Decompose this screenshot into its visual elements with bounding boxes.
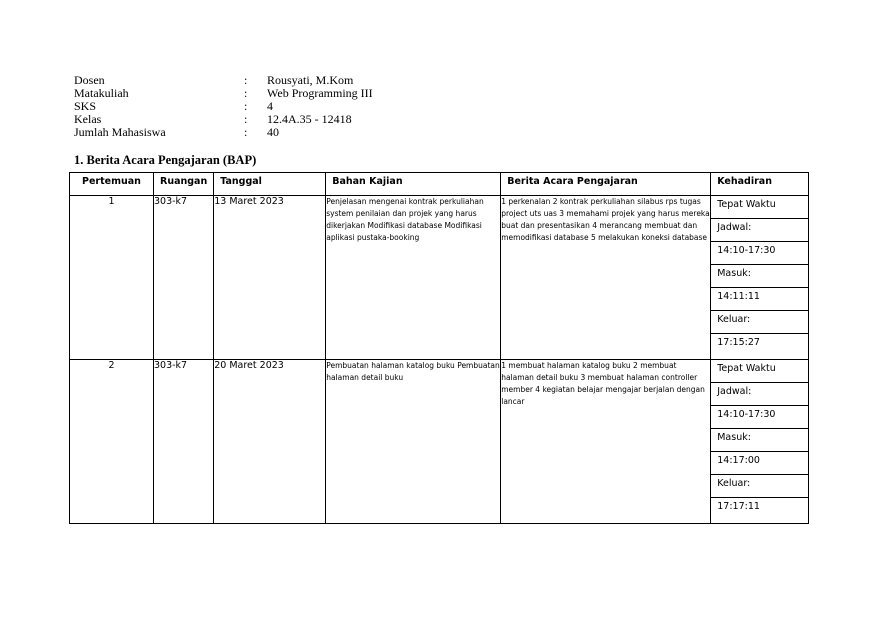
info-value: 40 <box>267 125 279 139</box>
info-colon: : <box>244 125 248 139</box>
kehadiran-keluar-value: 17:17:11 <box>717 501 760 512</box>
kehadiran-keluar-label: Keluar: <box>711 475 808 498</box>
table-row <box>70 196 809 360</box>
kehadiran-status: Tepat Waktu <box>711 196 808 219</box>
cell-pertemuan: 1 <box>70 196 154 360</box>
info-value: 4 <box>267 99 273 113</box>
table-header-row <box>70 173 809 196</box>
kehadiran-masuk-label: Masuk: <box>711 265 808 288</box>
info-row-jumlah-mahasiswa <box>74 126 373 139</box>
info-colon: : <box>244 99 248 113</box>
header-pertemuan: Pertemuan <box>70 173 154 196</box>
cell-berita-acara: 1 perkenalan 2 kontrak perkuliahan silabus rps tugas project uts uas 3 memahami projek yang harus mereka buat dan presentasikan 4 merancang membuat dan memodifikasi database 5 melakukan koneksi database <box>501 196 711 360</box>
kehadiran-masuk-label: Masuk: <box>711 429 808 452</box>
kehadiran-keluar-value: 17:15:27 <box>717 337 760 348</box>
cell-ruangan: 303-k7 <box>154 196 214 360</box>
cell-pertemuan: 2 <box>70 360 154 524</box>
table-row <box>70 360 809 524</box>
cell-tanggal: 13 Maret 2023 <box>214 196 326 360</box>
cell-kehadiran <box>711 196 809 360</box>
kehadiran-jadwal-label: Jadwal: <box>711 219 808 242</box>
kehadiran-jadwal-value: 14:10-17:30 <box>711 242 808 265</box>
info-colon: : <box>244 112 248 126</box>
info-row-matakuliah <box>74 87 373 100</box>
course-info <box>74 74 373 139</box>
kehadiran-masuk-value: 14:11:11 <box>711 288 808 311</box>
info-label: Jumlah Mahasiswa <box>74 125 166 139</box>
info-label: Matakuliah <box>74 86 129 100</box>
kehadiran-keluar-label: Keluar: <box>711 311 808 334</box>
cell-bahan-kajian: Pembuatan halaman katalog buku Pembuatan halaman detail buku <box>326 360 501 524</box>
header-kehadiran: Kehadiran <box>711 173 809 196</box>
cell-tanggal: 20 Maret 2023 <box>214 360 326 524</box>
info-value: 12.4A.35 - 12418 <box>267 112 352 126</box>
header-ruangan: Ruangan <box>154 173 214 196</box>
cell-berita-acara: 1 membuat halaman katalog buku 2 membuat halaman detail buku 3 membuat halaman controller member 4 kegiatan belajar mengajar berjalan dengan lancar <box>501 360 711 524</box>
info-value: Rousyati, M.Kom <box>267 73 354 87</box>
info-colon: : <box>244 73 248 87</box>
cell-bahan-kajian: Penjelasan mengenai kontrak perkuliahan system penilaian dan projek yang harus dikerjakan Modifikasi database Modifikasi aplikasi pustaka-booking <box>326 196 501 360</box>
section-title: 1. Berita Acara Pengajaran (BAP) <box>74 153 257 167</box>
info-label: Kelas <box>74 112 102 126</box>
kehadiran-jadwal-label: Jadwal: <box>711 383 808 406</box>
info-value: Web Programming III <box>267 86 373 100</box>
header-berita-acara: Berita Acara Pengajaran <box>501 173 711 196</box>
info-colon: : <box>244 86 248 100</box>
cell-kehadiran <box>711 360 809 524</box>
header-tanggal: Tanggal <box>214 173 326 196</box>
kehadiran-masuk-value: 14:17:00 <box>711 452 808 475</box>
kehadiran-jadwal-value: 14:10-17:30 <box>711 406 808 429</box>
bap-table <box>69 172 809 524</box>
header-bahan-kajian: Bahan Kajian <box>326 173 501 196</box>
kehadiran-status: Tepat Waktu <box>711 360 808 383</box>
info-label: SKS <box>74 99 97 113</box>
cell-ruangan: 303-k7 <box>154 360 214 524</box>
info-label: Dosen <box>74 73 105 87</box>
